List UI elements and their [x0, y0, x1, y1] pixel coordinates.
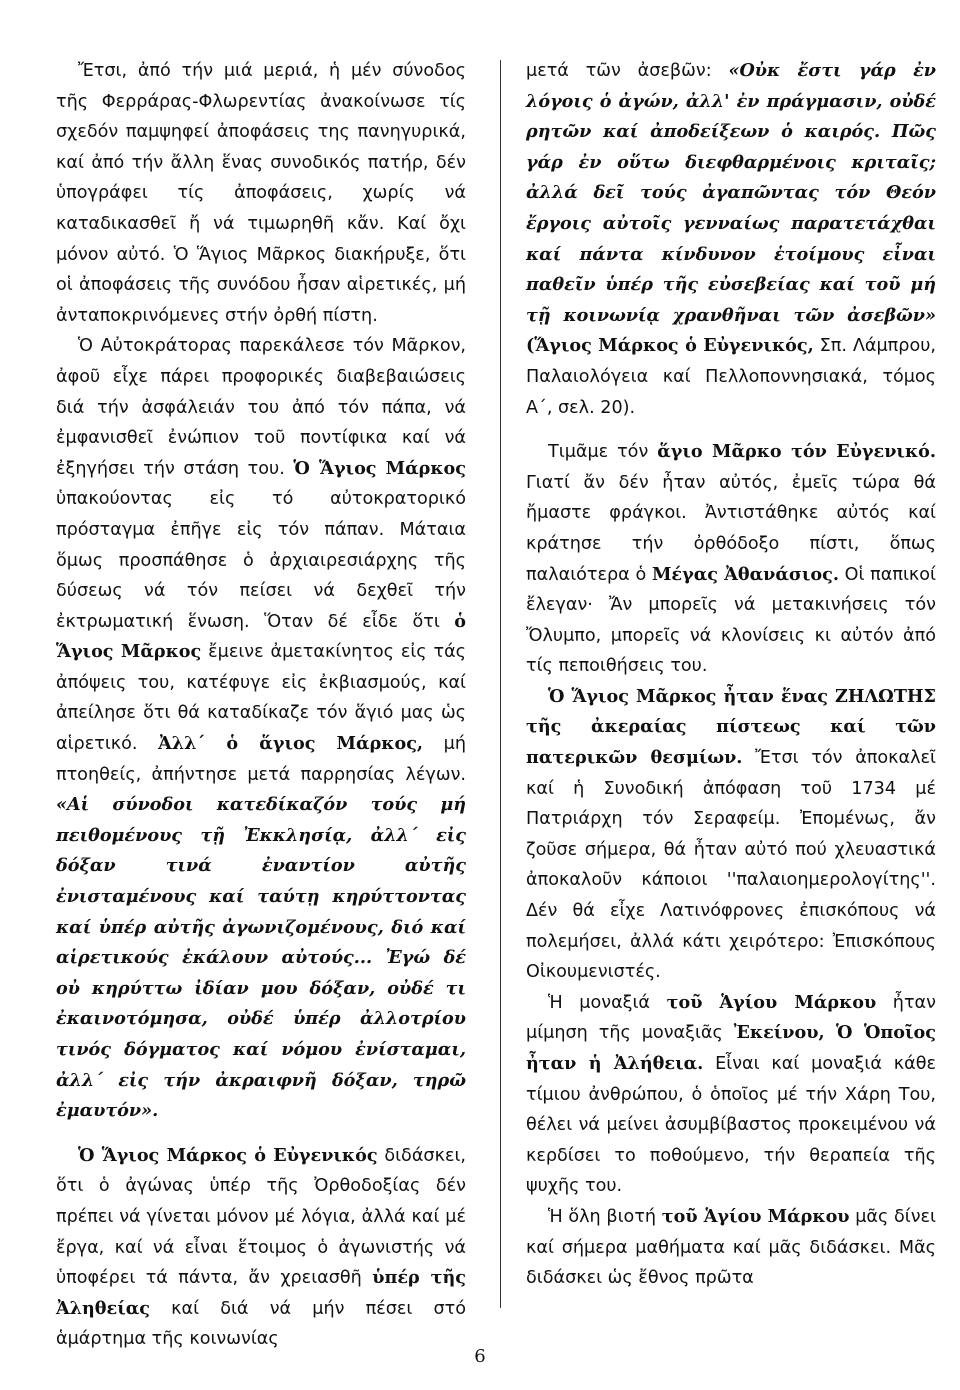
- emphasis: Ὁ Ἅγιος Μᾶρκος ἦταν ἕνας ΖΗΛΩΤΗΣ τῆς ἀκεραίας πίστεως καί τῶν πατερικῶν θεσμίων.: [526, 685, 936, 769]
- text-span: Οἱ παπικοί ἔλεγαν· Ἄν μπορεῖς νά μετακινήσεις τόν Ὄλυμπο, μπορεῖς νά κλονίσεις κι αὐτόν ἀπό τίς πεποιθήσεις του.: [526, 564, 936, 677]
- text-span: Τιμᾶμε τόν: [548, 442, 658, 463]
- text-span: Σπ. Λάμπρου, Παλαιολόγεια καί Πελλοποννησιακά, τόμος Α΄, σελ. 20).: [526, 336, 936, 418]
- paragraph: [56, 331, 466, 1126]
- text-span: ἦταν μίμηση τῆς μοναξιᾶς: [526, 992, 936, 1044]
- spacer: [56, 1127, 466, 1141]
- text-span: μετά τῶν ἀσεβῶν:: [526, 61, 729, 81]
- paragraph: [526, 988, 936, 1202]
- text-span: μᾶς δίνει καί σήμερα μαθήματα καί μᾶς διδάσκει. Μᾶς διδάσκει ὡς ἔθνος πρῶτα: [526, 1206, 936, 1289]
- saint-name: Ὁ Ἅγιος Μάρκος ὁ Εὐγενικός: [78, 1144, 378, 1166]
- text-span: Εἶναι καί μοναξιά κάθε τίμιου ἀνθρώπου, ὁ ὁποῖος μέ τήν Χάρη Του, θέλει νά μείνει ἀσυμβίβαστος προκειμένου νά κερδίσει το ποθούμενο, τήν θεραπεία τῆς ψυχῆς του.: [526, 1054, 936, 1197]
- citation: (Ἅγιος Μάρκος ὁ Εὐγενικός,: [526, 335, 814, 357]
- right-column: [526, 56, 936, 1294]
- text-span: Ὁ Αὐτοκράτορας παρεκάλεσε τόν Μᾶρκον, ἀφοῦ εἶχε πάρει προφορικές διαβεβαιώσεις διά τήν ἀσφάλειάν του ἀπό τόν πάπα, νά ἐμφανισθεῖ ἐνώπιον τοῦ ποντίφικα καί νά ἐξηγήσει τήν στάση του.: [56, 336, 466, 479]
- left-column: [56, 56, 466, 1355]
- column-divider: [500, 60, 501, 1308]
- paragraph: Ἔτσι, ἀπό τήν μιά μεριά, ἡ μέν σύνοδος τῆς Φερράρας-Φλωρεντίας ἀνακοίνωσε τίς σχεδόν παμψηφεί ἀποφάσεις της πανηγυρικά, καί ἀπό τήν ἄλλη ἕνας συνοδικός πατήρ, δέν ὑπογράφει τίς ἀποφάσεις, χωρίς νά καταδικασθεῖ ἤ νά τιμωρηθῆ κἄν. Καί ὄχι μόνον αὐτό. Ὁ Ἅγιος Μᾶρκος διακήρυξε, ὅτι οἱ ἀποφάσεις τῆς συνόδου ἦσαν αἱρετικές, μή ἀνταποκρινόμενες στήν ὀρθή πίστη.: [56, 61, 466, 326]
- saint-name: Ὁ Ἅγιος Μάρκος: [293, 457, 466, 479]
- emphasis: Ἐκείνου, Ὁ Ὁποῖος ἦταν ἡ Ἀλήθεια.: [526, 1022, 936, 1074]
- saint-name: Ἀλλ΄ ὁ ἅγιος Μάρκος,: [158, 733, 424, 755]
- text-span: ἔμεινε ἀμετακίνητος εἰς τάς ἀπόψεις του, κατέφυγε εἰς ἐκβιασμούς, καί ἀπείλησε ὅτι θά καταδίκαζε τόν ἅγιό μας ὡς αἱρετικό.: [56, 642, 466, 755]
- text-span: Γιατί ἄν δέν ἦταν αὐτός, ἐμεῖς τώρα θά ἤμαστε φράγκοι. Ἀντιστάθηκε αὐτός καί κράτησε τήν ὀρθόδοξο πίστι, ὅπως παλαιότερα ὁ: [526, 472, 936, 585]
- saint-name: τοῦ Ἁγίου Μάρκου: [666, 991, 877, 1013]
- saint-name: τοῦ Ἁγίου Μάρκου: [661, 1205, 850, 1227]
- quotation: «Οὐκ ἔστι γάρ ἐν λόγοις ὁ ἀγών, ἀλλ' ἐν πράγμασιν, οὐδέ ρητῶν καί ἀποδείξεων ὁ καιρός. Πῶς γάρ ἐν οὕτω διεφθαρμένοις κριταῖς; ἀλλά δεῖ τούς ἀγαπῶντας τόν Θεόν ἔργοις αὐτοῖς γενναίως παρατετάχθαι καί πάντα κίνδυνον ἑτοίμους εἶναι παθεῖν ὑπέρ τῆς εὐσεβείας καί τοῦ μή τῇ κοινωνίᾳ χρανθῆναι τῶν ἀσεβῶν»: [526, 60, 936, 326]
- text-span: Ἡ ὅλη βιοτή: [548, 1206, 662, 1227]
- spacer: [526, 423, 936, 437]
- emphasis: ὑπέρ τῆς Ἀληθείας: [56, 1267, 467, 1319]
- paragraph: [526, 437, 936, 682]
- paragraph: [56, 1141, 466, 1355]
- paragraph: [526, 682, 936, 988]
- text-span: καί διά νά μήν πέσει στό ἁμάρτημα τῆς κοινωνίας: [56, 1298, 466, 1350]
- saint-name: Μέγας Ἀθανάσιος.: [651, 563, 839, 585]
- text-span: ὑπακούοντας εἰς τό αὐτοκρατορικό πρόσταγμα ἐπῆγε εἰς τόν πάπαν. Μάταια ὅμως προσπάθησε ὁ ἀρχιαιρεσιάρχης τῆς δύσεως νά τόν πείσει νά δεχθεῖ τήν ἐκτρωματική ἕνωση. Ὅταν δέ εἶδε ὅτι: [56, 489, 466, 632]
- text-span: Ἡ μοναξιά: [548, 992, 667, 1013]
- page-number: 6: [474, 1346, 486, 1367]
- text-span: διδάσκει, ὅτι ὁ ἀγώνας ὑπέρ τῆς Ὀρθοδοξίας δέν πρέπει νά γίνεται μόνον μέ λόγια, ἀλλά καί μέ ἔργα, καί νά εἶναι ἕτοιμος ὁ ἀγωνιστής νά ὑποφέρει τά πάντα, ἄν χρειασθῆ: [56, 1145, 466, 1289]
- paragraph: [526, 56, 936, 423]
- text-span: Ἔτσι τόν ἀποκαλεῖ καί ἡ Συνοδική ἀπόφαση τοῦ 1734 μέ Πατριάρχη τόν Σεραφείμ. Ἐπομένως, ἄν ζοῦσε σήμερα, θά ἦταν αὐτό πού χλευαστικά ἀποκαλοῦν κάποιοι ''παλαιοημερολογίτης''. Δέν θά εἶχε Λατινόφρονες ἐπισκόπους νά πολεμήσει, ἀλλά κάτι χειρότερο: Ἐπισκόπους Οἰκουμενιστές.: [526, 748, 936, 983]
- quotation: «Αἱ σύνοδοι κατεδίκαζόν τούς μή πειθομένους τῇ Ἐκκλησίᾳ, ἀλλ΄ εἰς δόξαν τινά ἐναντίον αὐτῆς ἐνισταμένους καί ταύτῃ κηρύττοντας καί ὑπέρ αὐτῆς ἀγωνιζομένους, διό καί αἱρετικούς ἐκάλουν αὐτούς... Ἐγώ δέ οὐ κηρύττω ἰδίαν μου δόξαν, οὐδέ τι ἐκαινοτόμησα, οὐδέ ὑπέρ ἀλλοτρίου τινός δόγματος καί νόμου ἐνίσταμαι, ἀλλ΄ εἰς τήν ἀκραιφνῆ δόξαν, τηρῶ ἐμαυτόν».: [56, 794, 466, 1122]
- text-span: μή πτοηθείς, ἀπήντησε μετά παρρησίας λέγων.: [56, 734, 466, 785]
- saint-name: ὁ Ἅγιος Μᾶρκος: [56, 610, 466, 663]
- paragraph: [526, 1202, 936, 1294]
- saint-name: ἅγιο Μᾶρκο τόν Εὐγενικό.: [657, 441, 936, 463]
